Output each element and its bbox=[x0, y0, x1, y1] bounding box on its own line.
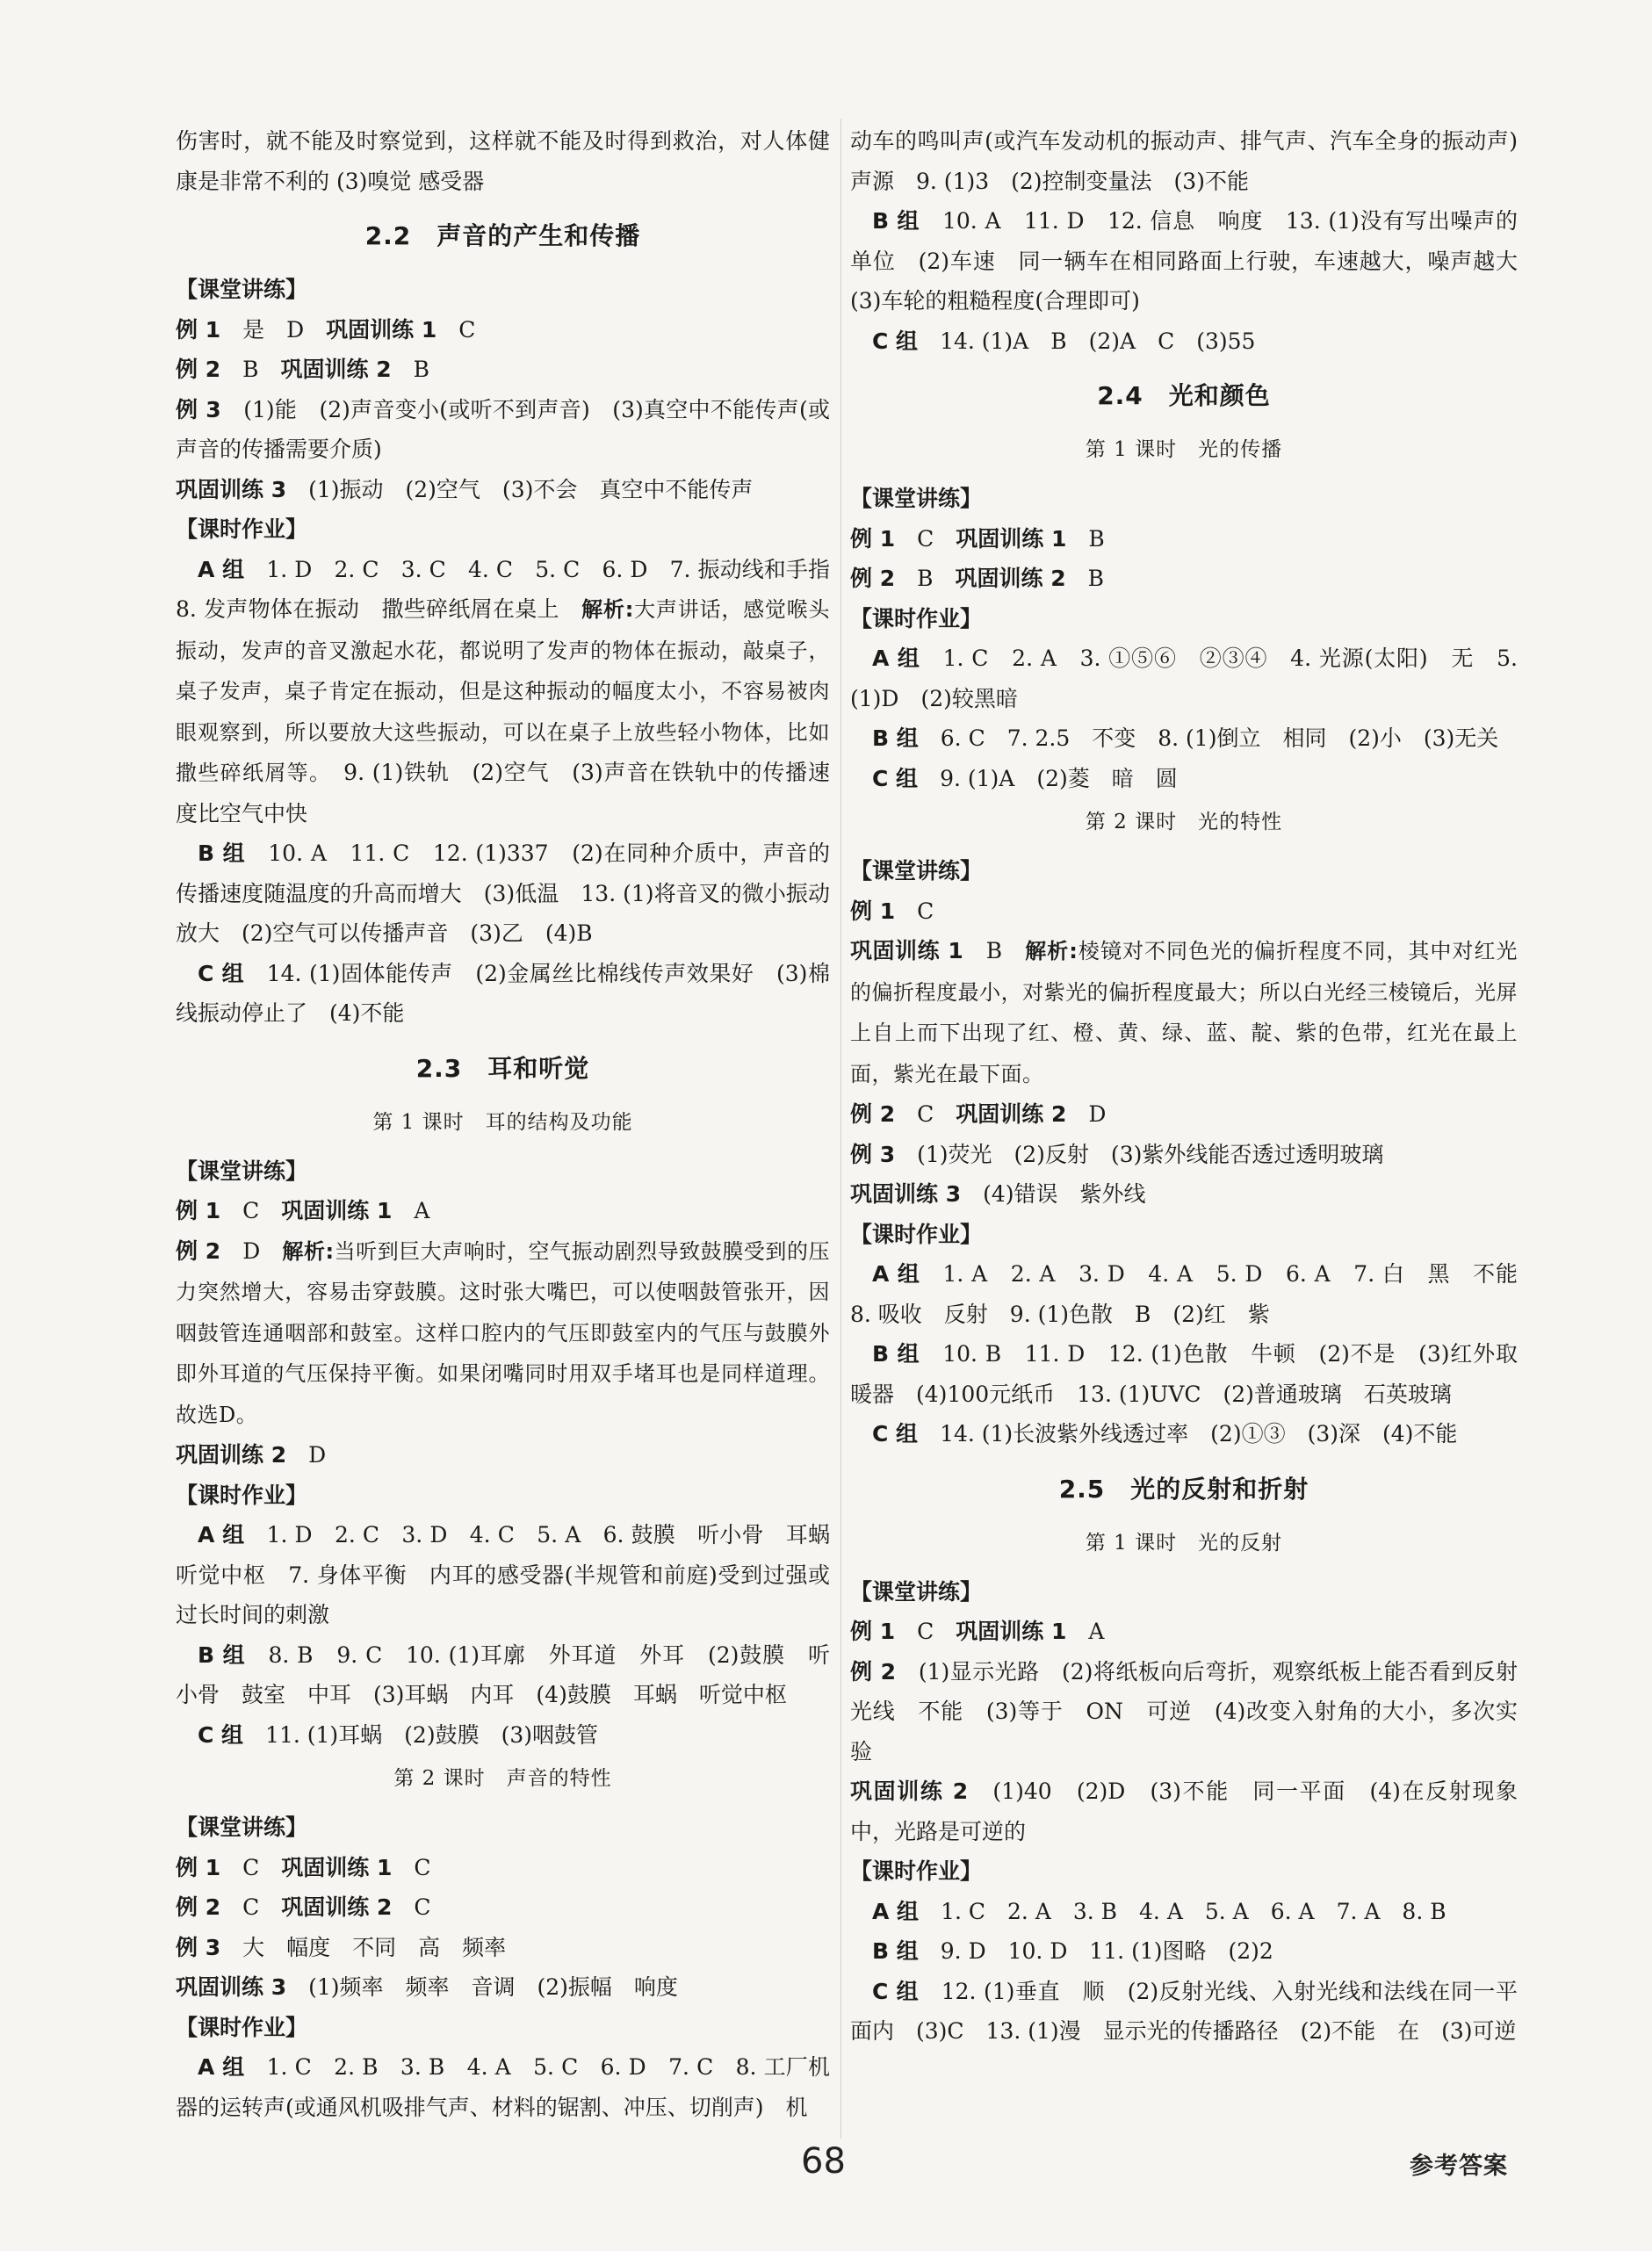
right-column bbox=[850, 121, 1540, 2052]
tag-homework: 【课时作业】 bbox=[176, 2014, 308, 2040]
answer-group-b: B 组 10. A 11. D 12. 信息 响度 13. (1)没有写出噪声的单位 (2)车速 同一辆车在相同路面上行驶，车速越大，噪声越大 (3)车轮的粗糙程度(合理即可) bbox=[850, 208, 1540, 314]
answer-group-c: C 组 11. (1)耳蜗 (2)鼓膜 (3)咽鼓管 bbox=[198, 1721, 599, 1748]
answer-line: 巩固训练 1 B 解析:棱镜对不同色光的偏折程度不同，其中对红光的偏折程度最小，对紫光的偏折程度最大；所以白光经三棱镜后，光屏上自上而下出现了红、橙、黄、绿、蓝、靛、紫的色带，红光在最上面，紫光在最下面。 bbox=[850, 938, 1518, 1086]
continued-text: 动车的鸣叫声(或汽车发动机的振动声、排气声、汽车全身的振动声) 声源 9. (1)3 (2)控制变量法 (3)不能 bbox=[850, 128, 1540, 194]
answer-group-a: A 组 1. C 2. A 3. ①⑤⑥ ②③④ 4. 光源(太阳) 无 5. (1)D (2)较黑暗 bbox=[850, 646, 1518, 711]
section-title-2-3: 2.3 耳和听觉 bbox=[415, 1053, 590, 1083]
page-number: 68 bbox=[801, 2141, 846, 2182]
answer-line: 巩固训练 3 (1)振动 (2)空气 (3)不会 真空中不能传声 bbox=[176, 476, 754, 502]
continued-text: 伤害时，就不能及时察觉到，这样就不能及时得到救治，对人体健康是非常不利的 (3)嗅觉 感受器 bbox=[176, 128, 830, 194]
tag-classroom: 【课堂讲练】 bbox=[176, 1158, 308, 1184]
answer-group-c: C 组 14. (1)固体能传声 (2)金属丝比棉线传声效果好 (3)棉线振动停止了 (4)不能 bbox=[176, 960, 830, 1026]
tag-classroom: 【课堂讲练】 bbox=[850, 1578, 983, 1605]
tag-classroom: 【课堂讲练】 bbox=[850, 486, 983, 511]
tag-homework: 【课时作业】 bbox=[850, 1221, 983, 1247]
tag-classroom: 【课堂讲练】 bbox=[176, 277, 308, 302]
answer-line: 例 1 C 巩固训练 1 A bbox=[850, 1619, 1105, 1644]
answer-group-a: A 组 1. D 2. C 3. D 4. C 5. A 6. 鼓膜 听小骨 耳蜗 听觉中枢 7. 身体平衡 内耳的感受器(半规管和前庭)受到过强或过长时间的刺激 bbox=[176, 1522, 853, 1627]
answer-line: 例 2 (1)显示光路 (2)将纸板向后弯折，观察纸板上能否看到反射光线 不能 (3)等于 ON 可逆 (4)改变入射角的大小，多次实验 bbox=[850, 1658, 1518, 1764]
tag-homework: 【课时作业】 bbox=[850, 605, 983, 631]
answer-group-a: A 组 1. D 2. C 3. C 4. C 5. C 6. D 7. 振动线和手指 8. 发声物体在振动 撒些碎纸屑在桌上 解析:大声讲话，感觉喉头振动，发声的音叉激起水花，都说明了发声的物体在振动，敲桌子，桌子发声，桌子肯定在振动，但是这种振动的幅度太小，不容易被肉眼观察到，所以要放大这些振动，可以在桌子上放些轻小物体，比如撒些碎纸屑等。 9. (1)铁轨 (2)空气 (3)声音在铁轨中的传播速度比空气中快 bbox=[176, 556, 853, 826]
answer-line: 例 3 (1)荧光 (2)反射 (3)紫外线能否透过透明玻璃 bbox=[850, 1141, 1384, 1167]
answer-line: 例 3 (1)能 (2)声音变小(或听不到声音) (3)真空中不能传声(或声音的传播需要介质) bbox=[176, 396, 830, 462]
answer-group-c: C 组 14. (1)A B (2)A C (3)55 bbox=[872, 328, 1256, 354]
answer-line: 例 2 C 巩固训练 2 C bbox=[176, 1894, 431, 1920]
lesson-title: 第 2 课时 光的特性 bbox=[1085, 811, 1283, 833]
lesson-title: 第 1 课时 光的反射 bbox=[1085, 1531, 1283, 1555]
answer-group-b: B 组 9. D 10. D 11. (1)图略 (2)2 bbox=[872, 1938, 1273, 1964]
answer-line: 巩固训练 2 (1)40 (2)D (3)不能 同一平面 (4)在反射现象中，光路是可逆的 bbox=[850, 1778, 1518, 1844]
answer-group-a: A 组 1. A 2. A 3. D 4. A 5. D 6. A 7. 白 黑 不能 8. 吸收 反射 9. (1)色散 B (2)红 紫 bbox=[850, 1261, 1540, 1327]
answer-line: 例 2 D 解析:当听到巨大声响时，空气振动剧烈导致鼓膜受到的压力突然增大，容易击穿鼓膜。这时张大嘴巴，可以使咽鼓管张开，因咽鼓管连通咽部和鼓室。这样口腔内的气压即鼓室内的气压与鼓膜外即外耳道的气压保持平衡。如果闭嘴同时用双手堵耳也是同样道理。故选D。 bbox=[176, 1237, 831, 1427]
answer-line: 巩固训练 3 (4)错误 紫外线 bbox=[850, 1181, 1146, 1207]
left-column bbox=[176, 121, 853, 2127]
answer-line: 例 1 C 巩固训练 1 B bbox=[850, 525, 1105, 552]
answer-group-c: C 组 12. (1)垂直 顺 (2)反射光线、入射光线和法线在同一平面内 (3)C 13. (1)漫 显示光的传播路径 (2)不能 在 (3)可逆 bbox=[850, 1978, 1518, 2044]
answer-line: 例 1 C 巩固训练 1 C bbox=[176, 1854, 431, 1880]
answer-group-b: B 组 8. B 9. C 10. (1)耳廓 外耳道 外耳 (2)鼓膜 听小骨 鼓室 中耳 (3)耳蜗 内耳 (4)鼓膜 耳蜗 听觉中枢 bbox=[176, 1641, 830, 1707]
lesson-title: 第 1 课时 耳的结构及功能 bbox=[372, 1110, 633, 1134]
column-divider bbox=[840, 119, 841, 2139]
section-title-2-4: 2.4 光和颜色 bbox=[1097, 381, 1271, 410]
answer-line: 例 2 B 巩固训练 2 B bbox=[176, 357, 429, 382]
answer-line: 例 1 C 巩固训练 1 A bbox=[176, 1198, 430, 1223]
answer-group-c: C 组 14. (1)长波紫外线透过率 (2)①③ (3)深 (4)不能 bbox=[872, 1421, 1458, 1447]
tag-classroom: 【课堂讲练】 bbox=[176, 1815, 308, 1840]
answer-group-b: B 组 10. A 11. C 12. (1)337 (2)在同种介质中，声音的传播速度随温度的升高而增大 (3)低温 13. (1)将音叉的微小振动放大 (2)空气可以传播声音 (3)乙 (4)B bbox=[176, 841, 830, 946]
lesson-title: 第 1 课时 光的传播 bbox=[1085, 438, 1283, 461]
tag-homework: 【课时作业】 bbox=[176, 1482, 308, 1508]
answer-group-a: A 组 1. C 2. A 3. B 4. A 5. A 6. A 7. A 8. B bbox=[872, 1898, 1446, 1924]
section-title-2-2: 2.2 声音的产生和传播 bbox=[364, 221, 641, 250]
answer-group-a: A 组 1. C 2. B 3. B 4. A 5. C 6. D 7. C 8. 工厂机器的运转声(或通风机吸排气声、材料的锯割、冲压、切削声) 机 bbox=[176, 2054, 830, 2120]
answer-group-c: C 组 9. (1)A (2)菱 暗 圆 bbox=[872, 765, 1178, 791]
answer-line: 例 1 是 D 巩固训练 1 C bbox=[176, 316, 476, 343]
answer-line: 例 2 B 巩固训练 2 B bbox=[850, 566, 1104, 591]
answer-line: 例 3 大 幅度 不同 高 频率 bbox=[176, 1934, 507, 1960]
footer-label: 参考答案 bbox=[1410, 2153, 1508, 2180]
tag-classroom: 【课堂讲练】 bbox=[850, 858, 983, 884]
answer-line: 例 1 C bbox=[850, 898, 934, 924]
answer-group-b: B 组 6. C 7. 2.5 不变 8. (1)倒立 相同 (2)小 (3)无关 bbox=[872, 725, 1499, 751]
answer-line: 巩固训练 3 (1)频率 频率 音调 (2)振幅 响度 bbox=[176, 1974, 678, 2000]
tag-homework: 【课时作业】 bbox=[850, 1858, 983, 1884]
answer-line: 巩固训练 2 D bbox=[176, 1442, 327, 1468]
lesson-title: 第 2 课时 声音的特性 bbox=[393, 1767, 612, 1790]
answer-group-b: B 组 10. B 11. D 12. (1)色散 牛顿 (2)不是 (3)红外取暖器 (4)100元纸币 13. (1)UVC (2)普通玻璃 石英玻璃 bbox=[850, 1341, 1518, 1407]
tag-homework: 【课时作业】 bbox=[176, 516, 308, 542]
section-title-2-5: 2.5 光的反射和折射 bbox=[1058, 1474, 1309, 1504]
answer-line: 例 2 C 巩固训练 2 D bbox=[850, 1101, 1107, 1127]
